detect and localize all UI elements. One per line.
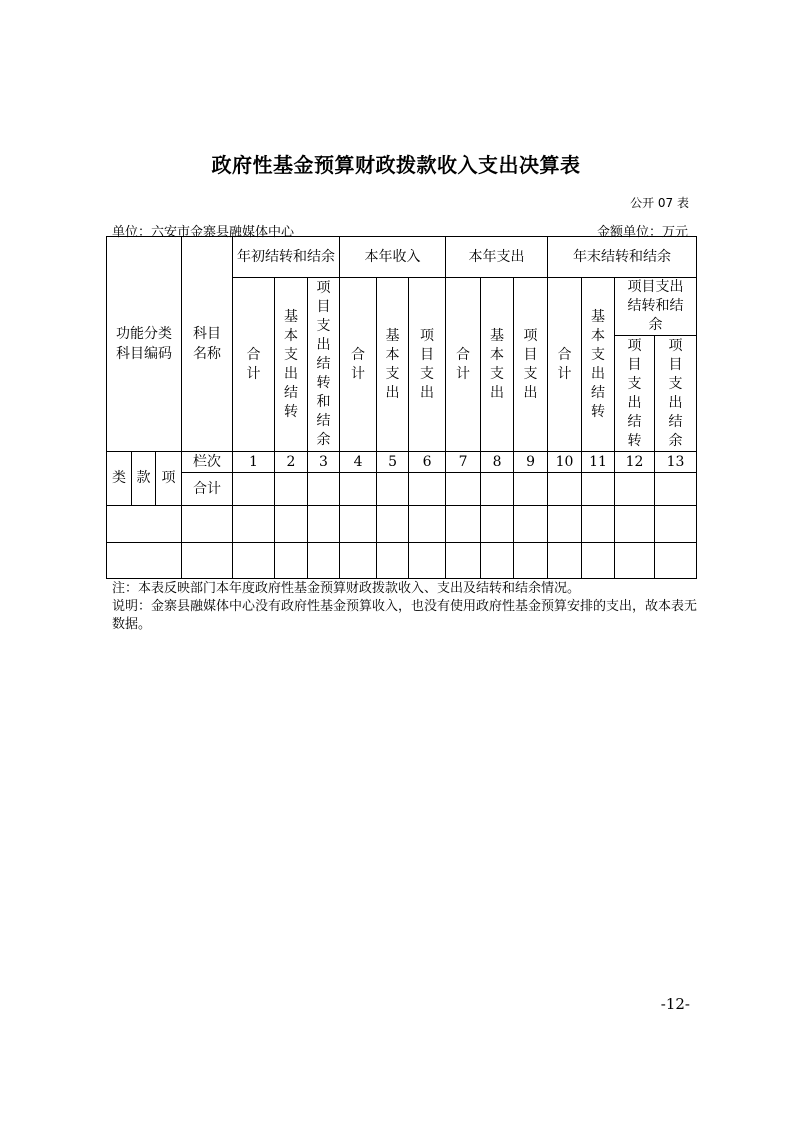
expense-header: 本年支出: [446, 237, 548, 278]
note-line: 注：本表反映部门本年度政府性基金预算财政拨款收入、支出及结转和结余情况。: [112, 581, 581, 596]
col-number: 9: [514, 452, 548, 473]
row-label-cell: 栏次: [182, 452, 233, 473]
func-code-header: 功能分类科目编码: [107, 237, 182, 452]
expense-project-header: 项目支出: [514, 278, 548, 452]
col-number: 7: [446, 452, 481, 473]
begin-total-header: 合计: [233, 278, 275, 452]
income-project-header: 项目支出: [409, 278, 446, 452]
unit-label: 单位：六安市金寨县融媒体中心: [112, 225, 295, 240]
notes: [112, 580, 697, 634]
subject-name-header: 科目名称: [182, 237, 233, 452]
begin-basic-carry-header: 基本支出结转: [275, 278, 308, 452]
income-header: 本年收入: [340, 237, 446, 278]
col-number: 11: [582, 452, 615, 473]
col-number: 3: [308, 452, 340, 473]
code-class-header: 类: [107, 452, 132, 506]
expense-total-header: 合计: [446, 278, 481, 452]
page-title: 政府性基金预算财政拨款收入支出决算表: [211, 153, 581, 177]
col-number: 5: [377, 452, 409, 473]
income-basic-header: 基本支出: [377, 278, 409, 452]
begin-project-carry-header: 项目支出结转和结余: [308, 278, 340, 452]
page-number: -12-: [660, 995, 690, 1013]
fund-table: [106, 236, 697, 579]
end-balance-header: 年末结转和结余: [548, 237, 697, 278]
col-number: 2: [275, 452, 308, 473]
col-number: 1: [233, 452, 275, 473]
col-number: 6: [409, 452, 446, 473]
col-number: 10: [548, 452, 582, 473]
expense-basic-header: 基本支出: [481, 278, 514, 452]
end-project-carry-header: 项目支出结转: [615, 336, 655, 452]
begin-balance-header: 年初结转和结余: [233, 237, 340, 278]
form-code: 公开 07 表: [630, 196, 689, 210]
end-project-surplus-header: 项目支出结余: [655, 336, 697, 452]
end-total-header: 合计: [548, 278, 582, 452]
col-number: 13: [655, 452, 697, 473]
col-number: 8: [481, 452, 514, 473]
end-basic-carry-header: 基本支出结转: [582, 278, 615, 452]
table-row: [107, 543, 697, 579]
amount-unit-label: 金额单位：万元: [596, 225, 688, 240]
total-row-label: 合计: [182, 473, 233, 506]
col-number: 4: [340, 452, 377, 473]
col-number: 12: [615, 452, 655, 473]
table-row: [107, 506, 697, 543]
code-section-header: 款: [132, 452, 156, 506]
end-project-group-header: 项目支出结转和结余: [615, 278, 697, 336]
code-item-header: 项: [156, 452, 182, 506]
explanation-line: 说明：金寨县融媒体中心没有政府性基金预算收入，也没有使用政府性基金预算安排的支出，故本表无数据。: [112, 599, 698, 632]
income-total-header: 合计: [340, 278, 377, 452]
